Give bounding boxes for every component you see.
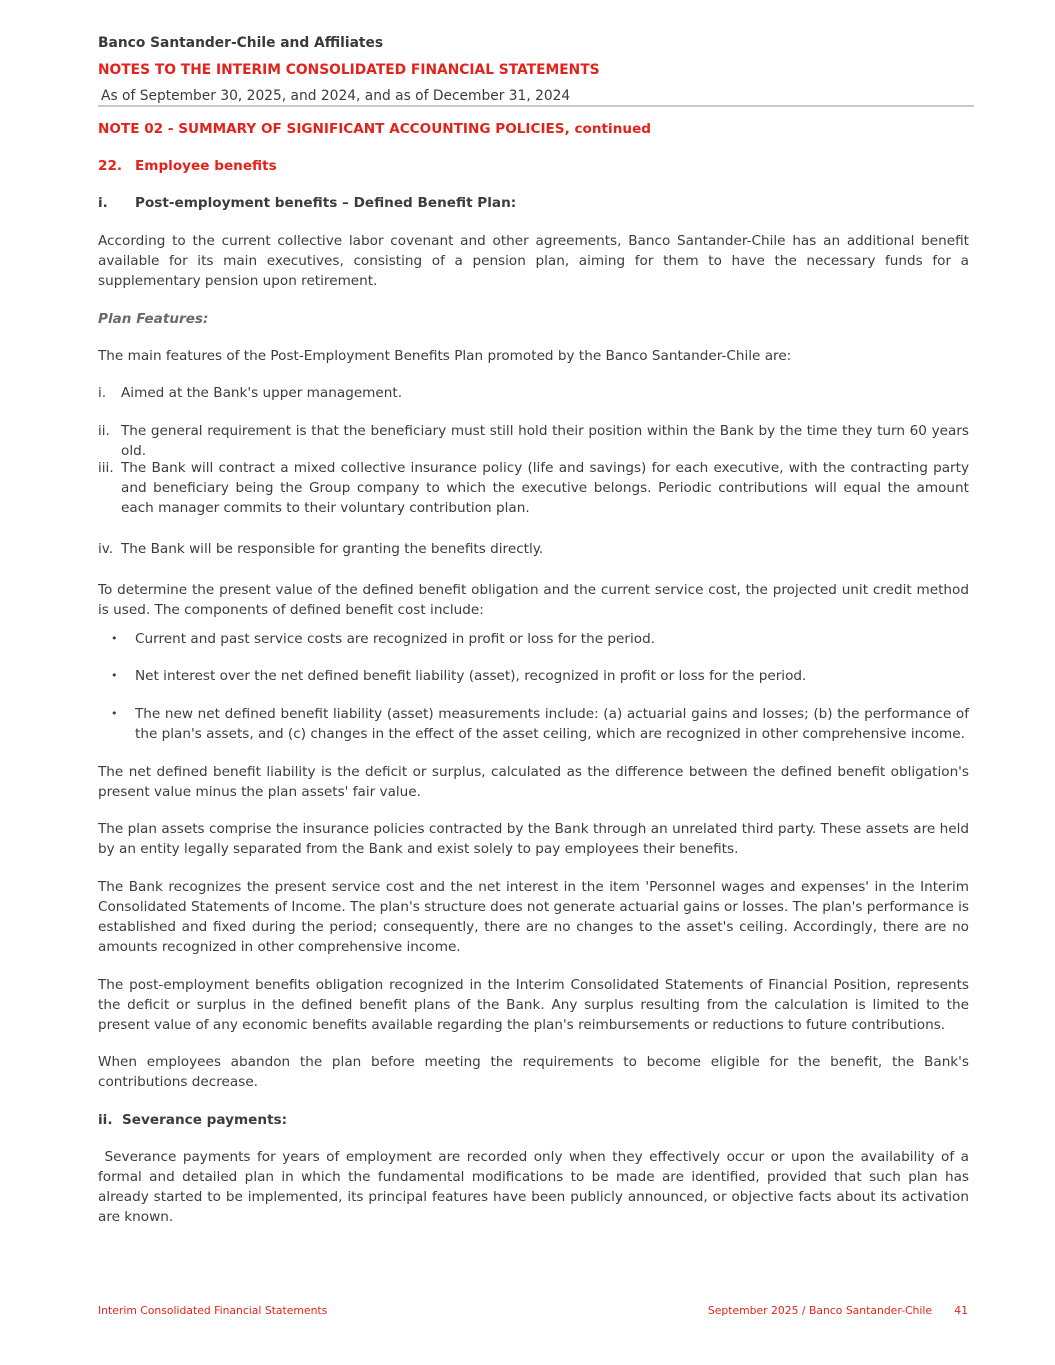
paragraph-features-intro: The main features of the Post-Employment Benefits Plan promoted by the Banco Santander-Chile are: [98, 348, 792, 364]
paragraph-plan-assets: The plan assets comprise the insurance policies contracted by the Bank through an unrelated third party. These assets are held by an entity legally separated from the Bank and exist solely to pay employees their benefits. [98, 821, 969, 857]
bullet-text: Net interest over the net defined benefit liability (asset), recognized in profit or loss for the period. [135, 668, 807, 684]
report-title: NOTES TO THE INTERIM CONSOLIDATED FINANCIAL STATEMENTS [98, 62, 600, 78]
paragraph-obligation: The post-employment benefits obligation recognized in the Interim Consolidated Statements of Financial Position, represents the deficit or surplus in the defined benefit plans of the Bank. Any surplus resulting from the calculation is limited to the present value of any economic benefits available regarding the plan's reimbursements or reductions to future contributions. [98, 977, 969, 1033]
paragraph-abandon: When employees abandon the plan before meeting the requirements to become eligible for the benefit, the Bank's contributions decrease. [98, 1054, 969, 1090]
list-marker: ii. [98, 423, 110, 439]
bullet-item [111, 704, 969, 744]
bullet-icon: • [111, 632, 118, 645]
page-number: 41 [954, 1304, 968, 1317]
subsection-number: ii. [98, 1112, 113, 1128]
list-item [98, 539, 969, 559]
plan-features-label: Plan Features: [98, 311, 209, 327]
list-text: The Bank will be responsible for granting the benefits directly. [121, 541, 544, 557]
list-item [98, 383, 969, 403]
list-text: The Bank will contract a mixed collective insurance policy (life and savings) for each executive, with the contracting party and beneficiary being the Group company to which the executive belongs. Periodic contributions will equal the amount each manager commits to their voluntary contribution plan. [121, 460, 969, 516]
paragraph-net-liability: The net defined benefit liability is the deficit or surplus, calculated as the difference between the defined benefit obligation's present value minus the plan assets' fair value. [98, 764, 969, 800]
section-number: 22. [98, 158, 123, 174]
bullet-text: The new net defined benefit liability (asset) measurements include: (a) actuarial gains and losses; (b) the performance of the plan's assets, and (c) changes in the effect of the asset ceiling, which are recognized in other comprehensive income. [135, 706, 969, 742]
bullet-text: Current and past service costs are recognized in profit or loss for the period. [135, 631, 656, 647]
company-name: Banco Santander-Chile and Affiliates [98, 35, 384, 51]
note-title: NOTE 02 - SUMMARY OF SIGNIFICANT ACCOUNTING POLICIES, continued [98, 121, 652, 137]
footer-bank: Banco Santander-Chile [808, 1304, 932, 1317]
section-title: Employee benefits [135, 158, 277, 174]
paragraph-method: To determine the present value of the defined benefit obligation and the current service cost, the projected unit credit method is used. The components of defined benefit cost include: [98, 582, 969, 618]
subsection-heading-2 [98, 1110, 287, 1130]
section-heading [98, 156, 277, 176]
list-item [98, 421, 969, 461]
subsection-title: Post-employment benefits – Defined Benefit Plan: [135, 195, 517, 211]
list-marker: iii. [98, 460, 114, 476]
subsection-title: Severance payments: [122, 1112, 288, 1128]
subsection-heading-1 [98, 193, 516, 213]
list-item [98, 458, 969, 518]
list-marker: iv. [98, 541, 114, 557]
list-text: Aimed at the Bank's upper management. [121, 385, 403, 401]
footer-right [708, 1301, 932, 1321]
subsection-number: i. [98, 195, 108, 211]
bullet-icon: • [111, 669, 118, 682]
list-marker: i. [98, 385, 107, 401]
paragraph-severance: Severance payments for years of employment are recorded only when they effectively occur or upon the availability of a formal and detailed plan in which the fundamental modifications to be made are identified, provided that such plan has already started to be implemented, its principal features have been publicly announced, or objective facts about its activation are known. [98, 1149, 974, 1225]
report-date: As of September 30, 2025, and 2024, and as of December 31, 2024 [101, 88, 571, 104]
paragraph-recognition: The Bank recognizes the present service cost and the net interest in the item 'Personnel wages and expenses' in the Interim Consolidated Statements of Income. The plan's structure does not generate actuarial gains or losses. The plan's performance is established and fixed during the period; consequently, there are no changes to the asset's ceiling. Accordingly, there are no amounts recognized in other comprehensive income. [98, 879, 969, 955]
paragraph-intro: According to the current collective labor covenant and other agreements, Banco Santander-Chile has an additional benefit available for its main executives, consisting of a pension plan, aiming for them to have the necessary funds for a supplementary pension upon retirement. [98, 233, 969, 289]
footer-left: Interim Consolidated Financial Statements [98, 1304, 328, 1317]
footer-period: September 2025 / [707, 1304, 809, 1317]
header-divider [98, 105, 974, 107]
bullet-item [111, 629, 969, 649]
bullet-icon: • [111, 707, 118, 720]
list-text: The general requirement is that the beneficiary must still hold their position within the Bank by the time they turn 60 years old. [121, 423, 969, 459]
bullet-item [111, 666, 969, 686]
